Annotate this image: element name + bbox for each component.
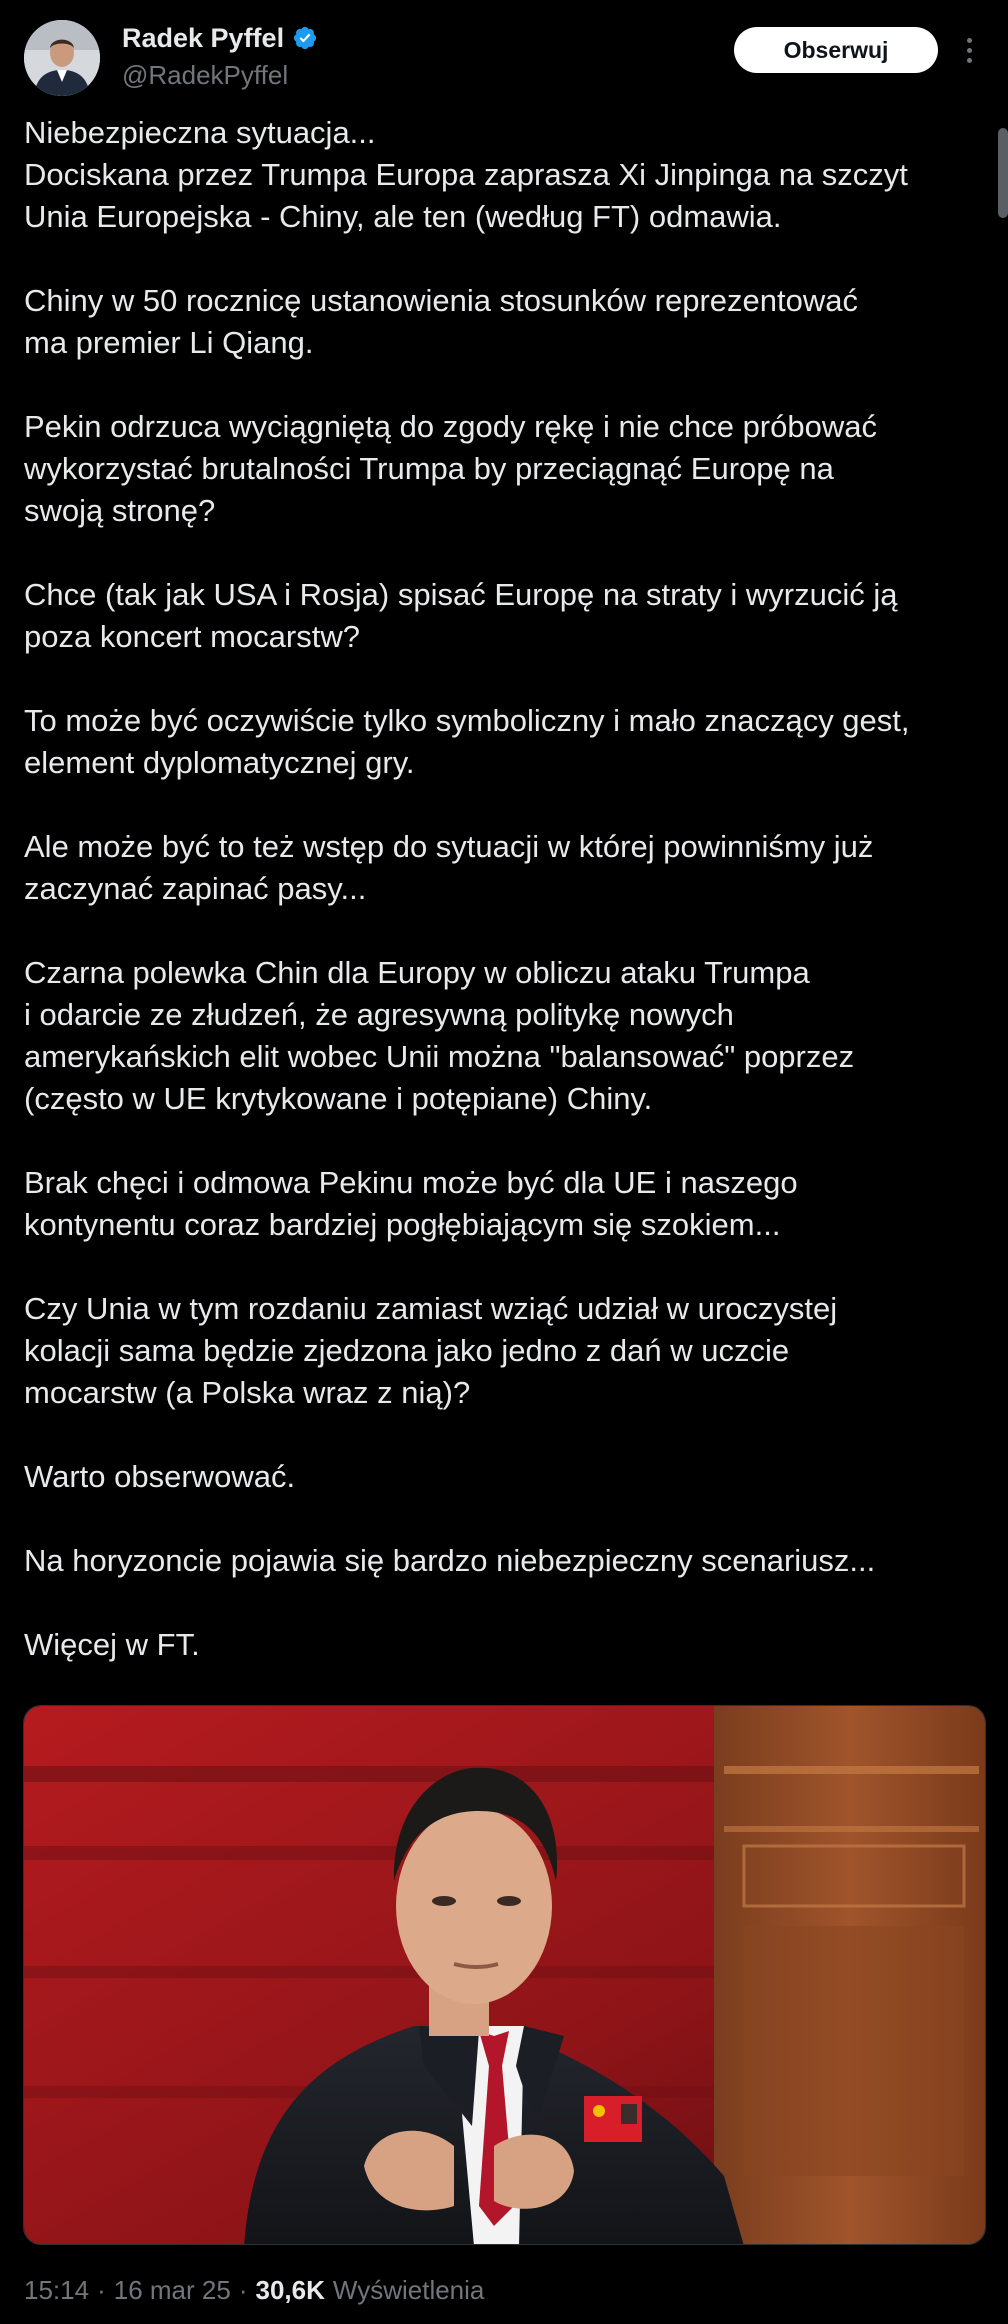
- tweet-text-line: zaczynać zapinać pasy...: [24, 871, 367, 906]
- tweet-text-line: Niebezpieczna sytuacja...: [24, 115, 376, 150]
- tweet-paragraph: [24, 1162, 984, 1246]
- tweet-text-line: Czy Unia w tym rozdaniu zamiast wziąć udział w uroczystej: [24, 1291, 838, 1326]
- display-name-row: [122, 20, 318, 56]
- tweet-text-line: Chce (tak jak USA i Rosja) spisać Europę na straty i wyrzucić ją: [24, 577, 898, 612]
- tweet-paragraph: [24, 280, 984, 364]
- tweet-paragraph: [24, 952, 984, 1120]
- author-handle[interactable]: @RadekPyffel: [122, 60, 289, 90]
- tweet-text-line: i odarcie ze złudzeń, że agresywną politykę nowych: [24, 997, 734, 1032]
- tweet-date[interactable]: 16 mar 25: [113, 2274, 231, 2305]
- more-vertical-icon[interactable]: [958, 32, 980, 68]
- tweet-text-line: swoją stronę?: [24, 493, 216, 528]
- tweet-photo[interactable]: [23, 1705, 986, 2245]
- author-avatar[interactable]: [24, 20, 100, 96]
- meta-separator: ·: [97, 2274, 106, 2305]
- tweet-paragraph: [24, 574, 984, 658]
- tweet-text-line: wykorzystać brutalności Trumpa by przeciągnąć Europę na: [24, 451, 834, 486]
- tweet-header: [0, 0, 1008, 110]
- tweet-text-line: To może być oczywiście tylko symboliczny i mało znaczący gest,: [24, 703, 910, 738]
- tweet-text-line: Ale może być to też wstęp do sytuacji w której powinniśmy już: [24, 829, 874, 864]
- tweet-text-line: element dyplomatycznej gry.: [24, 745, 415, 780]
- tweet-meta: [24, 2270, 484, 2310]
- tweet-text-line: Czarna polewka Chin dla Europy w obliczu ataku Trumpa: [24, 955, 810, 990]
- tweet-time[interactable]: 15:14: [24, 2274, 90, 2305]
- tweet-text-line: Chiny w 50 rocznicę ustanowienia stosunków reprezentować: [24, 283, 858, 318]
- tweet-paragraph: [24, 1288, 984, 1414]
- tweet-text-line: Brak chęci i odmowa Pekinu może być dla UE i naszego: [24, 1165, 798, 1200]
- author-names: [122, 20, 318, 91]
- avatar-photo: [24, 20, 100, 96]
- author-display-name[interactable]: Radek Pyffel: [122, 22, 285, 53]
- tweet-text-line: poza koncert mocarstw?: [24, 619, 360, 654]
- tweet-text-line: mocarstw (a Polska wraz z nią)?: [24, 1375, 471, 1410]
- views-label: Wyświetlenia: [332, 2274, 485, 2305]
- tweet-text-line: kontynentu coraz bardziej pogłębiającym się szokiem...: [24, 1207, 781, 1242]
- verified-badge-icon[interactable]: [292, 25, 318, 51]
- tweet-paragraph: [24, 406, 984, 532]
- tweet-text-line: kolacji sama będzie zjedzona jako jedno z dań w uczcie: [24, 1333, 790, 1368]
- tweet-text-line: Warto obserwować.: [24, 1459, 296, 1494]
- meta-separator: ·: [238, 2274, 248, 2305]
- tweet-paragraph: [24, 1456, 984, 1498]
- scrollbar-thumb[interactable]: [998, 128, 1008, 218]
- tweet-text-line: ma premier Li Qiang.: [24, 325, 314, 360]
- tweet-paragraph: [24, 700, 984, 784]
- tweet-paragraph: [24, 1624, 984, 1666]
- views-count: 30,6K: [255, 2274, 325, 2305]
- tweet-paragraph: [24, 1540, 984, 1582]
- tweet-paragraph: [24, 826, 984, 910]
- tweet-paragraph: [24, 112, 984, 238]
- tweet-photo-image: [24, 1706, 986, 2245]
- tweet-text-line: Unia Europejska - Chiny, ale ten (według FT) odmawia.: [24, 199, 782, 234]
- tweet-text-line: Pekin odrzuca wyciągniętą do zgody rękę i nie chce próbować: [24, 409, 877, 444]
- tweet-text-line: Dociskana przez Trumpa Europa zaprasza Xi Jinpinga na szczyt: [24, 157, 908, 192]
- tweet-text-line: (często w UE krytykowane i potępiane) Chiny.: [24, 1081, 653, 1116]
- tweet-text-line: amerykańskich elit wobec Unii można "balansować" poprzez: [24, 1039, 855, 1074]
- tweet-text: [24, 112, 984, 1708]
- tweet-text-line: Na horyzoncie pojawia się bardzo niebezpieczny scenariusz...: [24, 1543, 876, 1578]
- tweet-text-line: Więcej w FT.: [24, 1627, 200, 1662]
- follow-button[interactable]: Obserwuj: [734, 27, 938, 73]
